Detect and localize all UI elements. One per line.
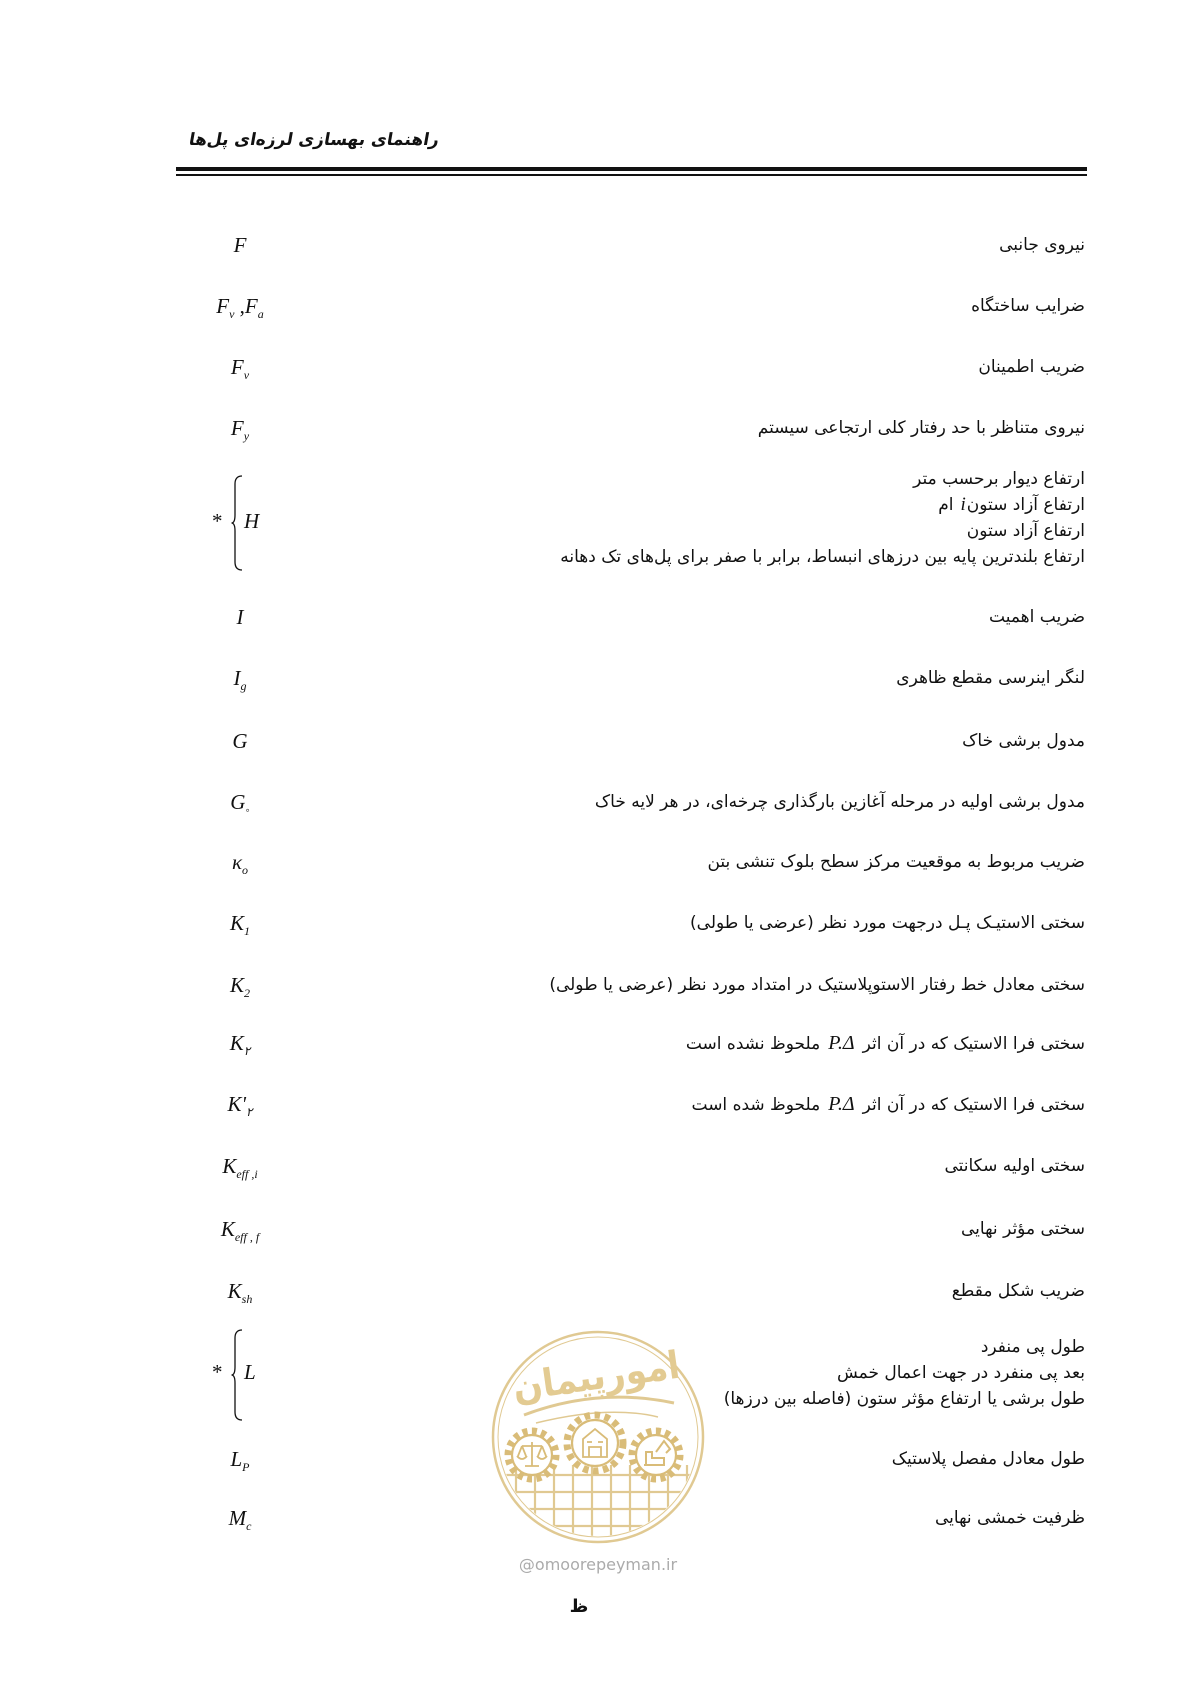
symbol-subscript: eff ,i <box>236 1167 258 1181</box>
symbol-row <box>0 725 1190 757</box>
p-delta-variable: P.Δ <box>828 1032 855 1054</box>
symbol-row <box>0 786 1190 818</box>
symbol-subscript: sh <box>241 1292 253 1306</box>
symbol-cell <box>170 1088 310 1120</box>
symbol-cell <box>170 1213 310 1245</box>
definition-line: ارتفاع دیوار برحسب متر <box>913 469 1085 489</box>
symbol-base: F <box>230 355 244 379</box>
symbol-base: F <box>230 416 244 440</box>
definition-line: ارتفاع آزاد ستون <box>966 521 1085 541</box>
symbol-base: F <box>244 294 258 318</box>
symbol-row <box>0 1088 1190 1120</box>
symbol-subscript: P <box>242 1460 250 1474</box>
symbol-row <box>0 1150 1190 1182</box>
symbol-description: مدول برشی اولیه در مرحله آغازین بارگذاری چرخه‌ای، در هر لایه خاک <box>594 792 1085 812</box>
symbol-description: نیروی متناظر با حد رفتار کلی ارتجاعی سیستم <box>757 418 1085 438</box>
symbol-cell <box>170 412 310 444</box>
watermark-logo-text: امورپیمان <box>509 1340 699 1410</box>
definition-line <box>560 492 1085 518</box>
symbol-description: ضریب شکل مقطع <box>951 1281 1085 1301</box>
symbol-row <box>0 1213 1190 1245</box>
symbol-base: I <box>233 666 241 690</box>
symbol-base: K <box>227 1279 242 1303</box>
symbol-description: ضریب اهمیت <box>989 607 1085 627</box>
definition-line: بعد پی منفرد در جهت اعمال خمش <box>836 1363 1085 1383</box>
page-number: ظ <box>569 1596 589 1617</box>
symbol-row <box>0 969 1190 1001</box>
symbol-base: I <box>236 605 244 629</box>
running-header-title: راهنمای بهسازی لرزه‌ای پل‌ها <box>187 130 441 150</box>
symbol-row <box>0 229 1190 261</box>
symbol-description: نیروی جانبی <box>999 235 1085 255</box>
symbol-description: مدول برشی خاک <box>962 731 1085 751</box>
symbol-cell <box>212 1334 272 1412</box>
symbol-description: سختی معادل خط رفتار الاستوپلاستیک در امتداد مورد نظر (عرضی یا طولی) <box>549 975 1085 995</box>
symbol-subscript: a <box>257 307 264 321</box>
symbol-cell <box>170 725 310 757</box>
definition-text: ارتفاع آزاد ستون <box>966 495 1085 515</box>
symbol-row <box>0 1275 1190 1307</box>
symbol-description: ضریب مربوط به موقعیت مرکز سطح بلوک تنشی بتن <box>707 852 1085 872</box>
symbol-subscript: g <box>240 679 247 693</box>
symbol-row <box>0 662 1190 694</box>
symbol-row <box>0 1502 1190 1534</box>
symbol-base: K <box>229 911 244 935</box>
symbol-base: F <box>233 233 247 257</box>
definition-text: سختی فرا الاستیک که در آن اثر <box>862 1095 1085 1115</box>
definition-line: ارتفاع بلندترین پایه بین درزهای انبساط، برابر با صفر برای پل‌های تک دهانه <box>560 547 1085 567</box>
symbol-separator: , <box>234 294 245 318</box>
symbol-block <box>0 466 1190 570</box>
symbol-subscript: ۲ <box>246 1105 253 1119</box>
symbol-cell <box>170 1275 310 1307</box>
symbol-cell <box>170 907 310 939</box>
symbol-base: K <box>229 973 244 997</box>
symbol-subscript: 2 <box>244 986 250 1000</box>
symbol-subscript: ۲ <box>243 1044 251 1058</box>
left-brace <box>231 1329 243 1421</box>
symbol-cell <box>170 786 310 818</box>
symbol-subscript: eff , f <box>234 1230 260 1244</box>
symbol-base: K <box>220 1217 235 1241</box>
symbol-cell <box>170 1443 310 1475</box>
symbol-cell <box>170 229 310 261</box>
symbol-row <box>0 1027 1190 1059</box>
symbol-description: سختی الاستیـک پـل درجهت مورد نظر (عرضی یا طولی) <box>690 913 1085 933</box>
header-rule-thick <box>176 167 1087 171</box>
symbol-cell <box>170 662 310 694</box>
symbol-base: H <box>244 509 260 533</box>
symbol-base: K' <box>227 1092 247 1116</box>
symbol-cell <box>170 601 310 633</box>
symbol-row <box>0 412 1190 444</box>
symbol-row <box>0 1443 1190 1475</box>
symbol-subscript: y <box>243 429 250 443</box>
definition-suffix: ملحوظ نشده است <box>685 1034 821 1054</box>
symbol-subscript: ◦ <box>245 803 250 817</box>
symbol-cell <box>170 1502 310 1534</box>
symbol-row <box>0 601 1190 633</box>
symbol-subscript: v <box>229 307 235 321</box>
symbol-description <box>692 1088 1086 1120</box>
symbol-cell <box>212 466 272 570</box>
watermark-url: @omoorepeyman.ir <box>518 1555 678 1574</box>
symbol-base: G <box>230 790 246 814</box>
symbol-base: K <box>222 1154 237 1178</box>
symbol-base: L <box>230 1447 243 1471</box>
header-rule-thin <box>176 174 1087 176</box>
symbol-subscript: c <box>246 1519 252 1533</box>
symbol-description: ضریب اطمینان <box>978 357 1085 377</box>
definition-suffix: ملحوظ شده است <box>691 1095 821 1115</box>
symbol-base: M <box>228 1506 247 1530</box>
symbol-base: K <box>229 1031 244 1055</box>
symbol-base: F <box>216 294 230 318</box>
left-brace <box>231 475 243 571</box>
symbol-description-lines <box>724 1334 1085 1412</box>
symbol-block <box>0 1334 1190 1412</box>
symbol-description: ضرایب ساختگاه <box>971 296 1085 316</box>
symbol-description: ظرفیت خمشی نهایی <box>935 1508 1085 1528</box>
symbol-cell <box>170 351 310 383</box>
symbol-cell <box>170 1150 310 1182</box>
symbol-subscript: v <box>243 368 250 382</box>
definition-text: سختی فرا الاستیک که در آن اثر <box>862 1034 1085 1054</box>
asterisk-mark: * <box>212 1360 223 1384</box>
index-variable: i <box>960 494 966 515</box>
symbol-row <box>0 351 1190 383</box>
symbol-description <box>686 1027 1085 1059</box>
symbol-cell <box>170 1027 310 1059</box>
symbol-row <box>0 290 1190 322</box>
asterisk-mark: * <box>212 509 223 533</box>
symbol-base: G <box>232 729 248 753</box>
symbol-subscript: o <box>242 863 249 877</box>
symbol-subscript: 1 <box>244 924 250 938</box>
symbol-cell <box>170 846 310 878</box>
symbol-description: سختی اولیه سکانتی <box>944 1156 1085 1176</box>
symbol-row <box>0 846 1190 878</box>
symbol-row <box>0 907 1190 939</box>
definition-line: طول برشی یا ارتفاع مؤثر ستون (فاصله بین درزها) <box>723 1389 1085 1409</box>
symbol-description: سختی مؤثر نهایی <box>961 1219 1085 1239</box>
symbol-cell <box>170 290 310 322</box>
symbol-base: κ <box>231 850 243 874</box>
symbol-description-lines <box>560 466 1085 570</box>
symbol-cell <box>170 969 310 1001</box>
definition-line: طول پی منفرد <box>980 1337 1085 1357</box>
symbol-description: طول معادل مفصل پلاستیک <box>891 1449 1085 1469</box>
definition-suffix: ام <box>938 495 954 515</box>
symbol-description: لنگر اینرسی مقطع ظاهری <box>896 668 1085 688</box>
symbol-base: L <box>244 1360 256 1384</box>
p-delta-variable: P.Δ <box>828 1093 855 1115</box>
